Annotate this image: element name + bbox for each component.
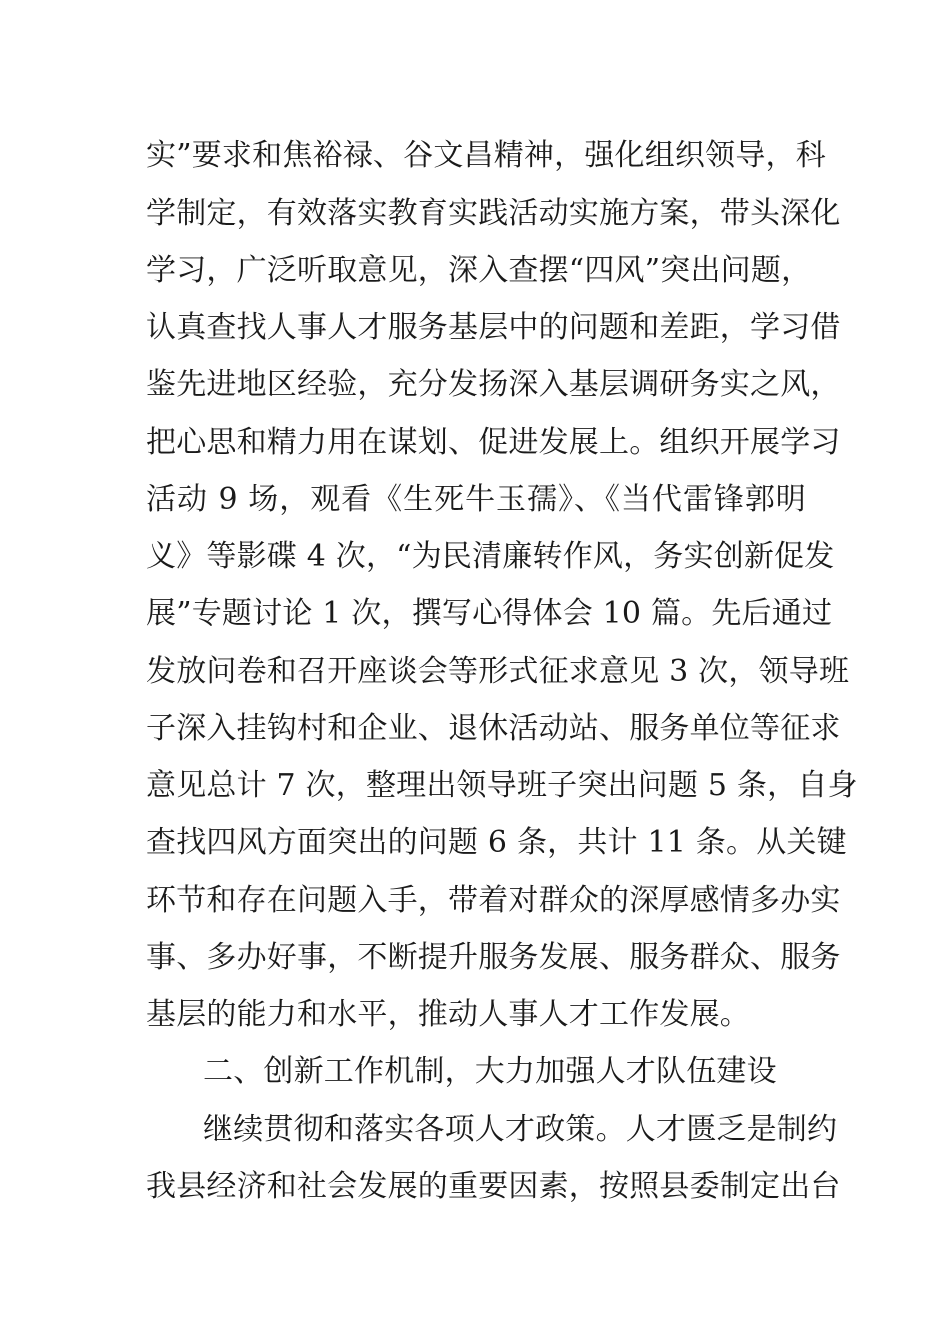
paragraph-line: 实”要求和焦裕禄、谷文昌精神，强化组织领导，科 [146,138,826,173]
paragraph-line: 继续贯彻和落实各项人才政策。人才匮乏是制约 [203,1112,838,1147]
paragraph-line: 学习，广泛听取意见，深入查摆“四风”突出问题， [146,253,812,288]
paragraph-line: 鉴先进地区经验，充分发扬深入基层调研务实之风， [146,367,841,402]
paragraph-line: 环节和存在问题入手，带着对群众的深厚感情多办实 [146,883,841,918]
paragraph-line: 把心思和精力用在谋划、促进发展上。组织开展学习 [146,425,841,460]
paragraph-line: 义》等影碟 4 次，“为民清廉转作风，务实创新促发 [146,539,835,574]
paragraph-line: 子深入挂钩村和企业、退休活动站、服务单位等征求 [146,711,841,746]
paragraph-line: 我县经济和社会发展的重要因素，按照县委制定出台 [146,1169,841,1204]
paragraph-line: 学制定，有效落实教育实践活动实施方案，带头深化 [146,196,841,231]
paragraph-line: 基层的能力和水平，推动人事人才工作发展。 [146,997,750,1032]
paragraph-line: 查找四风方面突出的问题 6 条，共计 11 条。从关键 [146,825,847,860]
paragraph-line: 发放问卷和召开座谈会等形式征求意见 3 次，领导班 [146,654,850,689]
paragraph-line: 意见总计 7 次，整理出领导班子突出问题 5 条，自身 [146,768,858,803]
paragraph-line: 事、多办好事，不断提升服务发展、服务群众、服务 [146,940,841,975]
section-heading: 二、创新工作机制，大力加强人才队伍建设 [203,1054,777,1089]
paragraph-line: 展”专题讨论 1 次，撰写心得体会 10 篇。先后通过 [146,596,833,631]
paragraph-line: 活动 9 场，观看《生死牛玉孺》、《当代雷锋郭明 [146,482,806,517]
paragraph-line: 认真查找人事人才服务基层中的问题和差距，学习借 [146,310,841,345]
